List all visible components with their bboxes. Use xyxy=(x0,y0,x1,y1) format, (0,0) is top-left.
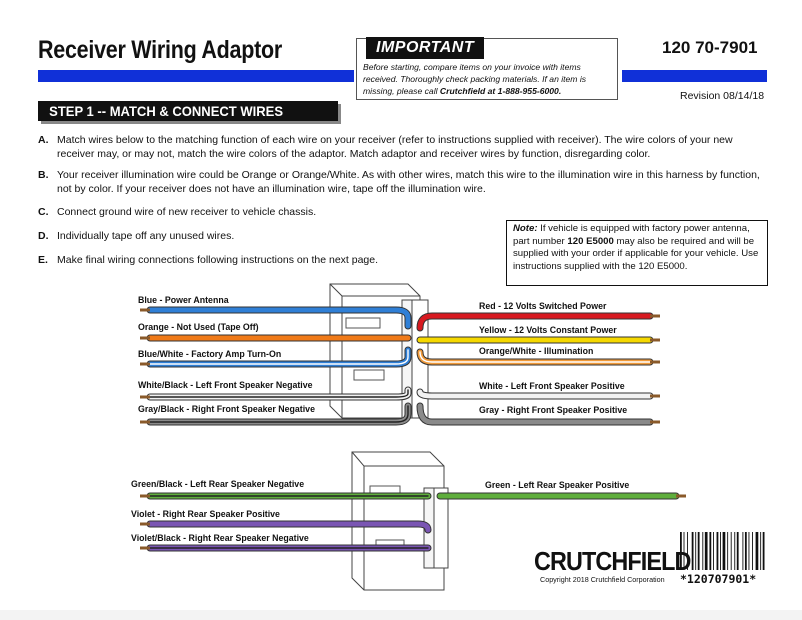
wire-tip xyxy=(140,309,150,312)
instruction-letter: C. xyxy=(38,206,49,218)
wire-label: Green/Black - Left Rear Speaker Negative xyxy=(131,479,305,489)
instruction-text: Make final wiring connections following instructions on the next page. xyxy=(57,254,379,266)
instruction-letter: A. xyxy=(38,134,49,146)
barcode-bar xyxy=(702,532,703,570)
wire-label: White - Left Front Speaker Positive xyxy=(479,381,625,391)
wire-tip xyxy=(140,337,150,340)
instruction-text: Individually tape off any unused wires. xyxy=(57,230,235,242)
wire-label: Violet/Black - Right Rear Speaker Negative xyxy=(131,533,309,543)
barcode-bar xyxy=(692,532,694,570)
important-badge: IMPORTANT xyxy=(366,37,484,59)
instruction-text: Connect ground wire of new receiver to vehicle chassis. xyxy=(57,206,317,218)
wire-label: White/Black - Left Front Speaker Negative xyxy=(138,380,313,390)
barcode-bar xyxy=(749,532,750,570)
wire-tip xyxy=(650,361,660,364)
barcode-bar xyxy=(760,532,761,570)
wire-tip xyxy=(140,421,150,424)
note-text: If vehicle is equipped with factory power antenna, part number xyxy=(513,223,750,247)
note-part-number: 120 E5000 xyxy=(567,235,614,247)
wire-rear-left-3 xyxy=(140,547,428,550)
footer-strip xyxy=(0,610,802,620)
wire-label: Gray - Right Front Speaker Positive xyxy=(479,405,628,415)
wire-rear-right-1 xyxy=(440,495,686,498)
part-number: 120 70-7901 xyxy=(662,38,758,57)
wire-label: Gray/Black - Right Front Speaker Negative xyxy=(138,404,315,414)
instruction-letter: D. xyxy=(38,230,49,242)
instruction-letter: E. xyxy=(38,254,48,266)
instruction-text: Your receiver illumination wire could be Orange or Orange/White. As with other wires, match this wire to the illumination wire in this harness by function, not by color. If your receiver does not have an illumination wire, tape off the illumination wire. xyxy=(57,169,760,195)
note-label: Note: xyxy=(513,223,538,234)
barcode-bar xyxy=(723,532,726,570)
wire-label: Violet - Right Rear Speaker Positive xyxy=(131,509,280,519)
barcode-bar xyxy=(717,532,719,570)
barcode xyxy=(680,532,765,570)
wire-right-2 xyxy=(420,339,660,342)
wire-label: Blue - Power Antenna xyxy=(138,295,229,305)
barcode-bar xyxy=(720,532,721,570)
wire-rear-left-1 xyxy=(140,495,428,498)
barcode-bar xyxy=(756,532,759,570)
barcode-text: *120707901* xyxy=(680,572,757,586)
step-heading-label: STEP 1 -- MATCH & CONNECT WIRES xyxy=(49,103,284,119)
page-title: Receiver Wiring Adaptor xyxy=(38,36,282,64)
wire-right-4 xyxy=(420,392,660,398)
instruction-letter: B. xyxy=(38,169,49,181)
revision-date: Revision 08/14/18 xyxy=(680,90,765,102)
barcode-bar xyxy=(763,532,765,570)
instruction-text: Match wires below to the matching function of each wire on your receiver (refer to instructions supplied with receiver). The wire colors of your new receiver may, or may not, match the wire colors of the adaptor. Match adaptor and receiver wires by function, disregarding color. xyxy=(57,134,733,160)
wire-tip xyxy=(140,495,150,498)
wire-label: Orange - Not Used (Tape Off) xyxy=(138,322,259,332)
wire-tip xyxy=(140,396,150,399)
barcode-bar xyxy=(737,532,739,570)
wire-tip xyxy=(650,339,660,342)
brand-logo: CRUTCHFIELD xyxy=(534,546,691,576)
barcode-bar xyxy=(731,532,732,570)
wire-label: Green - Left Rear Speaker Positive xyxy=(485,480,630,490)
barcode-bar xyxy=(709,532,711,570)
wire-label: Blue/White - Factory Amp Turn-On xyxy=(138,349,282,359)
connector-housings xyxy=(330,284,448,590)
wire-label: Yellow - 12 Volts Constant Power xyxy=(479,325,617,335)
barcode-bar xyxy=(713,532,714,570)
important-notice-body: Before starting, compare items on your invoice with items received. Thoroughly check packing materials. If an item is missing, please call xyxy=(363,62,587,96)
barcode-bar xyxy=(742,532,743,570)
phone-contact: Crutchfield at 1-888-955-6000. xyxy=(439,86,562,96)
wire-tip xyxy=(140,547,150,550)
wire-tip xyxy=(140,363,150,366)
barcode-bar xyxy=(752,532,753,570)
barcode-bar xyxy=(745,532,747,570)
wire-tip xyxy=(650,395,660,398)
wire-tip xyxy=(676,495,686,498)
copyright: Copyright 2018 Crutchfield Corporation xyxy=(540,575,665,584)
wire-left-2 xyxy=(140,337,408,340)
barcode-bar xyxy=(734,532,735,570)
note-text-cont: may also be required and will be supplied with your order if applicable for your vehicle. Use instructions supplied with the 120 E5000. xyxy=(513,235,759,272)
barcode-bar xyxy=(705,532,708,570)
barcode-bar xyxy=(695,532,696,570)
wire-tip xyxy=(140,523,150,526)
wire-tip xyxy=(650,315,660,318)
wire-label: Red - 12 Volts Switched Power xyxy=(479,301,607,311)
barcode-bar xyxy=(727,532,728,570)
wire-tip xyxy=(650,421,660,424)
wire-label: Orange/White - Illumination xyxy=(479,346,594,356)
barcode-bar xyxy=(698,532,700,570)
